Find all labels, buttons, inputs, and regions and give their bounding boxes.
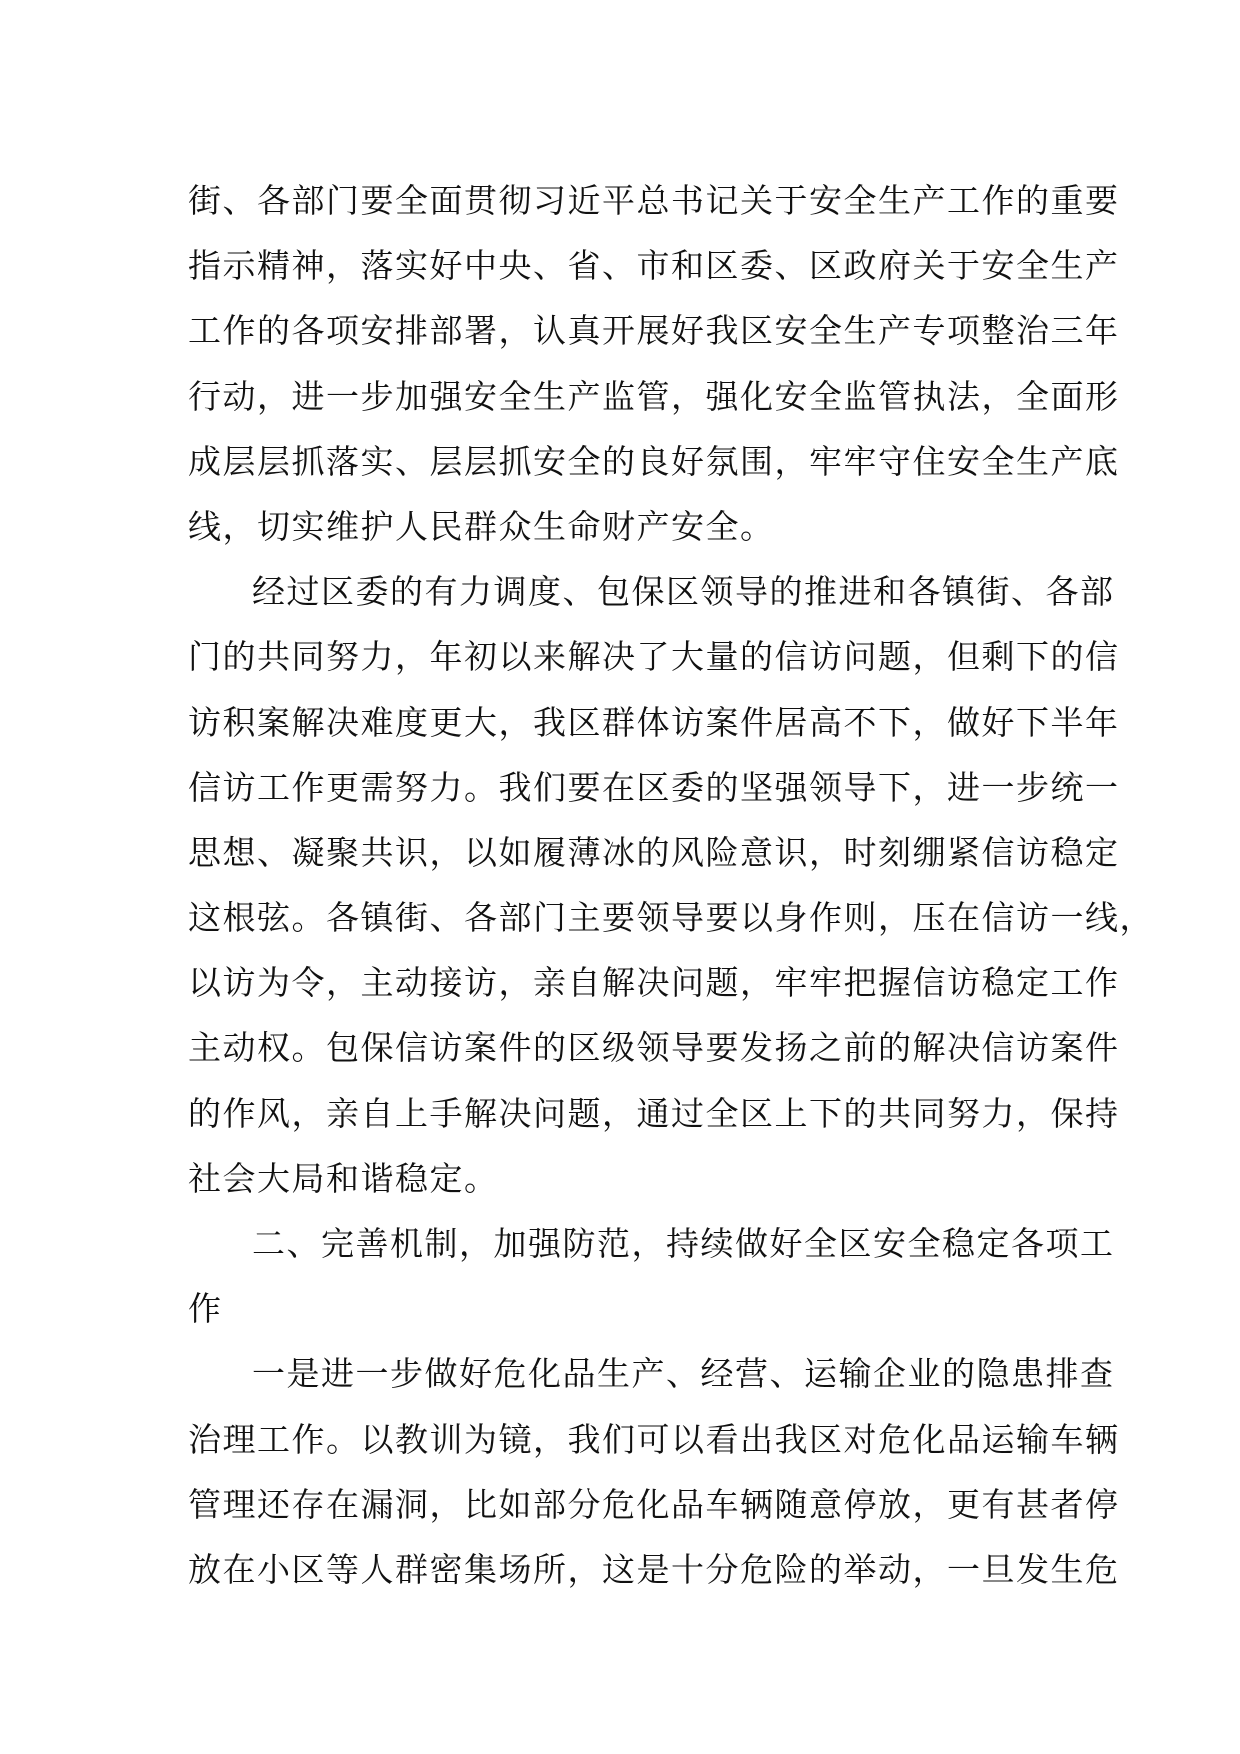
body-line: 主动权。包保信访案件的区级领导要发扬之前的解决信访案件 <box>188 1028 1120 1068</box>
body-line: 的作风，亲自上手解决问题，通过全区上下的共同努力，保持 <box>188 1093 1120 1133</box>
body-line: 门的共同努力，年初以来解决了大量的信访问题，但剩下的信 <box>188 637 1120 677</box>
body-line: 成层层抓落实、层层抓安全的良好氛围，牢牢守住安全生产底 <box>188 441 1120 481</box>
body-line: 街、各部门要全面贯彻习近平总书记关于安全生产工作的重要 <box>188 181 1120 220</box>
body-line: 治理工作。以教训为镜，我们可以看出我区对危化品运输车辆 <box>188 1419 1120 1459</box>
section-heading-continuation: 作 <box>188 1289 223 1329</box>
paragraph-first-line: 经过区委的有力调度、包保区领导的推进和各镇街、各部 <box>252 572 1115 612</box>
body-line: 管理还存在漏洞，比如部分危化品车辆随意停放，更有甚者停 <box>188 1484 1120 1524</box>
body-line: 指示精神，落实好中央、省、市和区委、区政府关于安全生产 <box>188 246 1120 286</box>
body-line: 放在小区等人群密集场所，这是十分危险的举动，一旦发生危 <box>188 1549 1120 1589</box>
body-line: 社会大局和谐稳定。 <box>188 1158 499 1198</box>
body-line: 行动，进一步加强安全生产监管，强化安全监管执法，全面形 <box>188 376 1120 416</box>
body-line: 线，切实维护人民群众生命财产安全。 <box>188 506 775 546</box>
body-line: 信访工作更需努力。我们要在区委的坚强领导下，进一步统一 <box>188 767 1120 807</box>
body-line: 以访为令，主动接访，亲自解决问题，牢牢把握信访稳定工作 <box>188 963 1120 1003</box>
body-line: 思想、凝聚共识，以如履薄冰的风险意识，时刻绷紧信访稳定 <box>188 832 1120 872</box>
paragraph-first-line: 一是进一步做好危化品生产、经营、运输企业的隐患排查 <box>252 1354 1115 1394</box>
body-line: 访积案解决难度更大，我区群体访案件居高不下，做好下半年 <box>188 702 1120 742</box>
document-body <box>188 168 1154 1602</box>
body-line: 工作的各项安排部署，认真开展好我区安全生产专项整治三年 <box>188 311 1120 351</box>
body-line: 这根弦。各镇街、各部门主要领导要以身作则，压在信访一线， <box>188 898 1154 938</box>
section-heading: 二、完善机制，加强防范，持续做好全区安全稳定各项工 <box>252 1224 1115 1263</box>
